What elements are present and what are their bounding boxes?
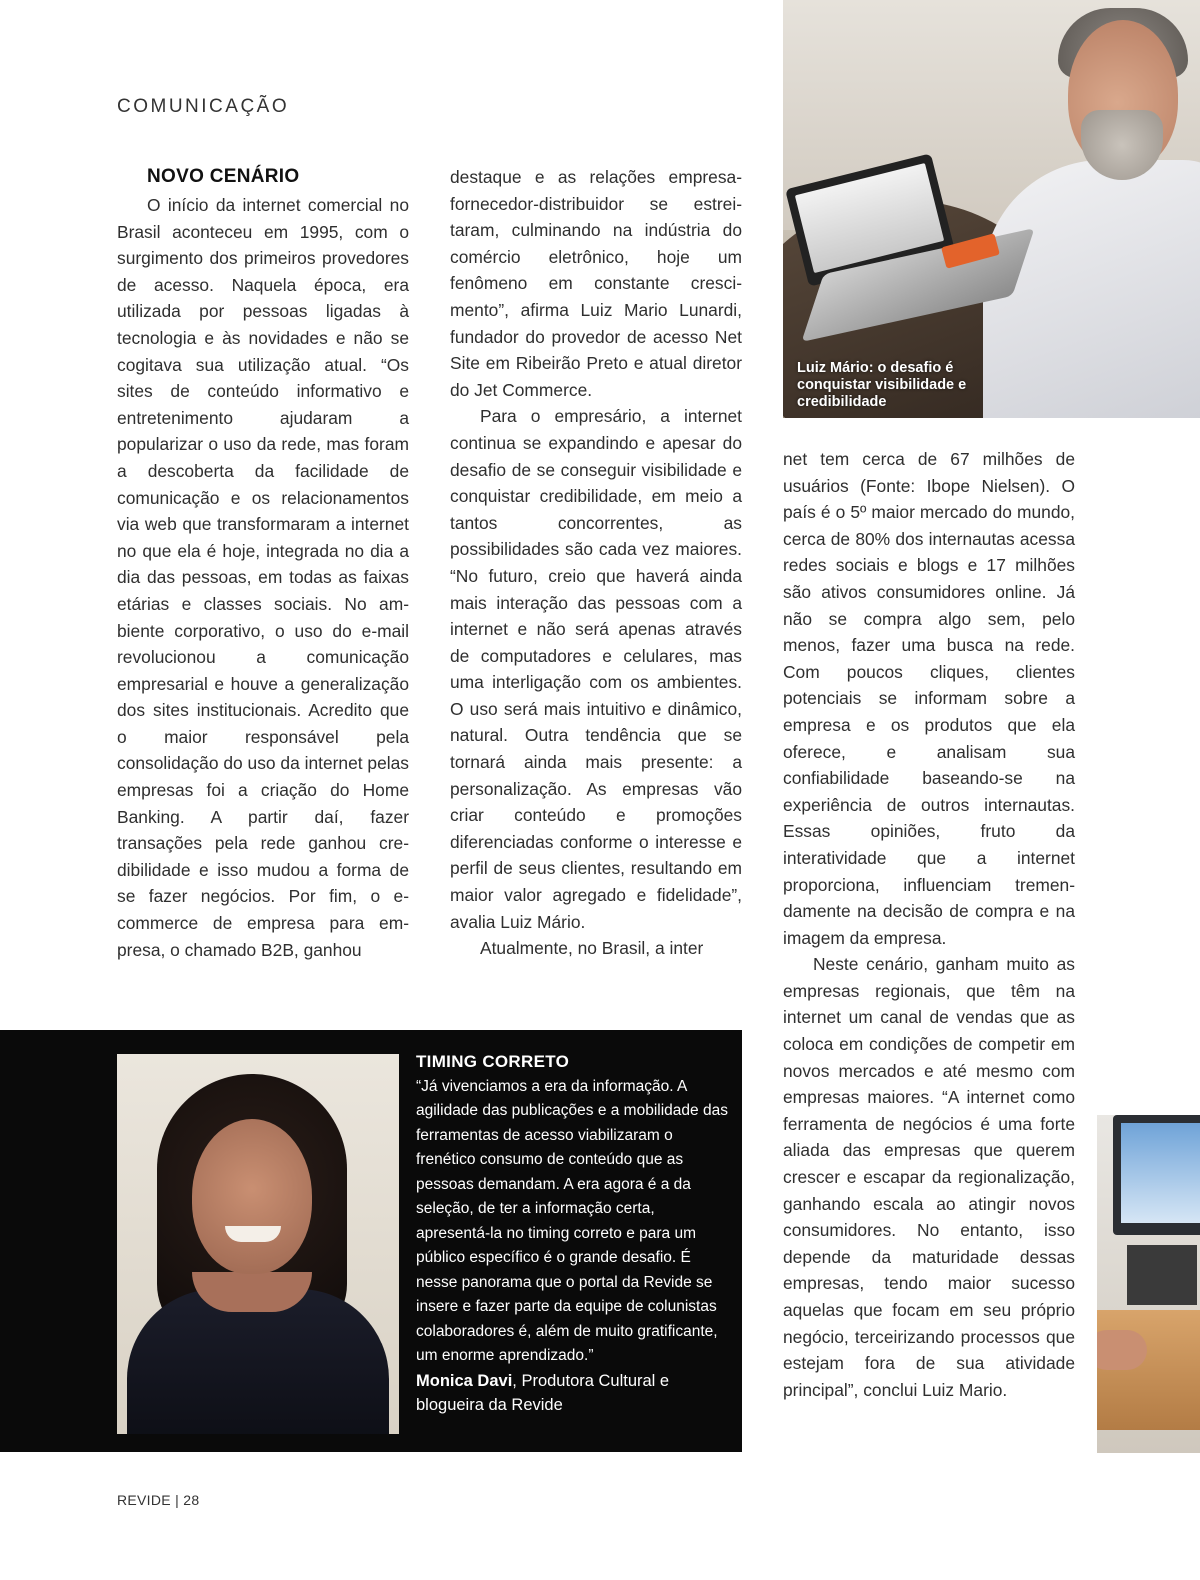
footer-separator: | — [175, 1492, 180, 1508]
article-paragraph: destaque e as relações empresa-fornecedor-distribuidor se estreitaram, culminando na indústria do comércio eletrônico, hoje um fenômeno em constante crescimento”, afirma Luiz Mario Lunardi, fundador do provedor de acesso Net Site em Ribeirão Preto e atual diretor do Jet Commerce. — [450, 167, 742, 400]
photo-luiz-mario — [783, 0, 1200, 418]
sidebar-author-line — [416, 1369, 728, 1418]
photo-monica-davi — [117, 1054, 399, 1434]
section-label: COMUNICAÇÃO — [117, 96, 290, 117]
sidebar-author: Monica Davi — [416, 1371, 513, 1390]
arm-shape — [1097, 1330, 1147, 1370]
sidebar-title: TIMING CORRETO — [416, 1052, 570, 1071]
page-footer — [117, 1492, 199, 1508]
page-number: 28 — [183, 1492, 200, 1508]
sidebar-box — [0, 1030, 742, 1452]
woman-smile — [225, 1226, 281, 1242]
sidebar-text — [416, 1050, 728, 1418]
monitor-icon — [1113, 1115, 1200, 1235]
article-heading: NOVO CENÁRIO — [147, 166, 300, 187]
man-shirt — [983, 160, 1200, 418]
photo-caption: Luiz Mário: o desafio é conquistar visibilidade e credibilidade — [797, 360, 967, 410]
article-column-2 — [450, 164, 742, 962]
desk-surface — [1097, 1310, 1200, 1430]
article-paragraph: net tem cerca de 67 milhões de usuários (Fonte: Ibope Nielsen). O país é o 5º maior mercado do mundo, cerca de 80% dos internautas acessa redes sociais e blogs e 17 milhões são ativos consumidores online. Já não se compra algo sem, pelo menos, fazer uma busca na rede. Com poucos cliques, clientes potenciais se informam sobre a empresa e os produtos que ela oferece, e analisam sua confiabilidade baseando-se na experiência de outros internautas. Essas opiniões, fruto da interatividade que a internet proporciona, influenciam tremendamente na decisão de compra e na imagem da empresa. — [783, 449, 1075, 948]
woman-face — [192, 1119, 312, 1274]
article-paragraph: Atualmente, no Brasil, a inter — [480, 938, 704, 959]
article-paragraph: O início da internet comercial no Brasil aconteceu em 1995, com o surgimento dos primeiros provedores de acesso. Naquela época, era utilizada por pessoas ligadas à tecnologia e às novidades e não se cogitava sua utilização atual. “Os sites de conteúdo informativo e entretenimento ajudaram a popularizar o uso da rede, mas foram a descoberta da facilidade de comunicação e os relacionamentos via web que transformaram a internet no que ela é hoje, integrada no dia a dia das pessoas, em todas as faixas etárias e classes sociais. No ambiente corporativo, o uso do e-mail revolucionou a comunicação empresarial e houve a generalização dos sites institucionais. Acredito que o maior responsável pela consolidação do uso da internet pelas empresas foi a criação do Home Banking. A partir daí, fazer transações pela rede ganhou credibilidade e isso mudou a forma de se fazer negócios. Por fim, o e-commerce de empresa para empresa, o chamado B2B, ganhou — [117, 195, 409, 960]
article-paragraph: Neste cenário, ganham muito as empresas regionais, que têm na internet um canal de vendas que as coloca em condições de competir em novos mercados e até mesmo com empresas maiores. “A internet como ferramenta de negócios é uma forte aliada das empresas que querem crescer e escapar da regionalização, ganhando escala ao atingir novos consumidores. No entanto, isso depende da maturidade dessas empresas, tendo maior sucesso aquelas que focam em seu próprio negócio, terceirizando processos que estejam fora de sua atividade principal”, conclui Luiz Mario. — [783, 954, 1075, 1400]
article-column-1 — [117, 164, 409, 963]
magazine-name: REVIDE — [117, 1492, 171, 1508]
sidebar-quote: “Já vivenciamos a era da informação. A agilidade das publicações e a mobilidade das ferramentas de acesso viabilizaram o frenético consumo de conteúdo que as pessoas demandam. A era agora é a da seleção, de ter a informação certa, apresentá-la no timing correto e para um público específico é o grande desafio. É nesse panorama que o portal da Revide se insere e fazer parte da equipe de colunistas colaboradores é, além de muito gratificante, um enorme aprendizado.” — [416, 1077, 728, 1364]
article-paragraph: Para o empresário, a internet continua se expandindo e apesar do desafio de se conseguir visibilidade e conquistar credibilidade, em meio a tantos concorrentes, as possibilidades são cada vez maiores. “No futuro, creio que haverá ainda mais interação das pessoas com a internet e não será apenas através de computadores e celulares, mas uma interligação com os ambientes. O uso será mais intuitivo e dinâmico, natural. Outra tendência que se tornará ainda mais presente: a personalização. As empresas vão criar conteúdo e promoções diferenciadas conforme o interesse e perfil de seus clientes, resultando em maior valor agregado e fidelidade”, avalia Luiz Mário. — [450, 406, 742, 932]
sidebar-author-role: , Produtora Cultural e blogueira da Revide — [416, 1371, 670, 1414]
computer-tower — [1127, 1245, 1197, 1305]
photo-office-desk — [1097, 1115, 1200, 1453]
article-column-3 — [783, 446, 1075, 1403]
